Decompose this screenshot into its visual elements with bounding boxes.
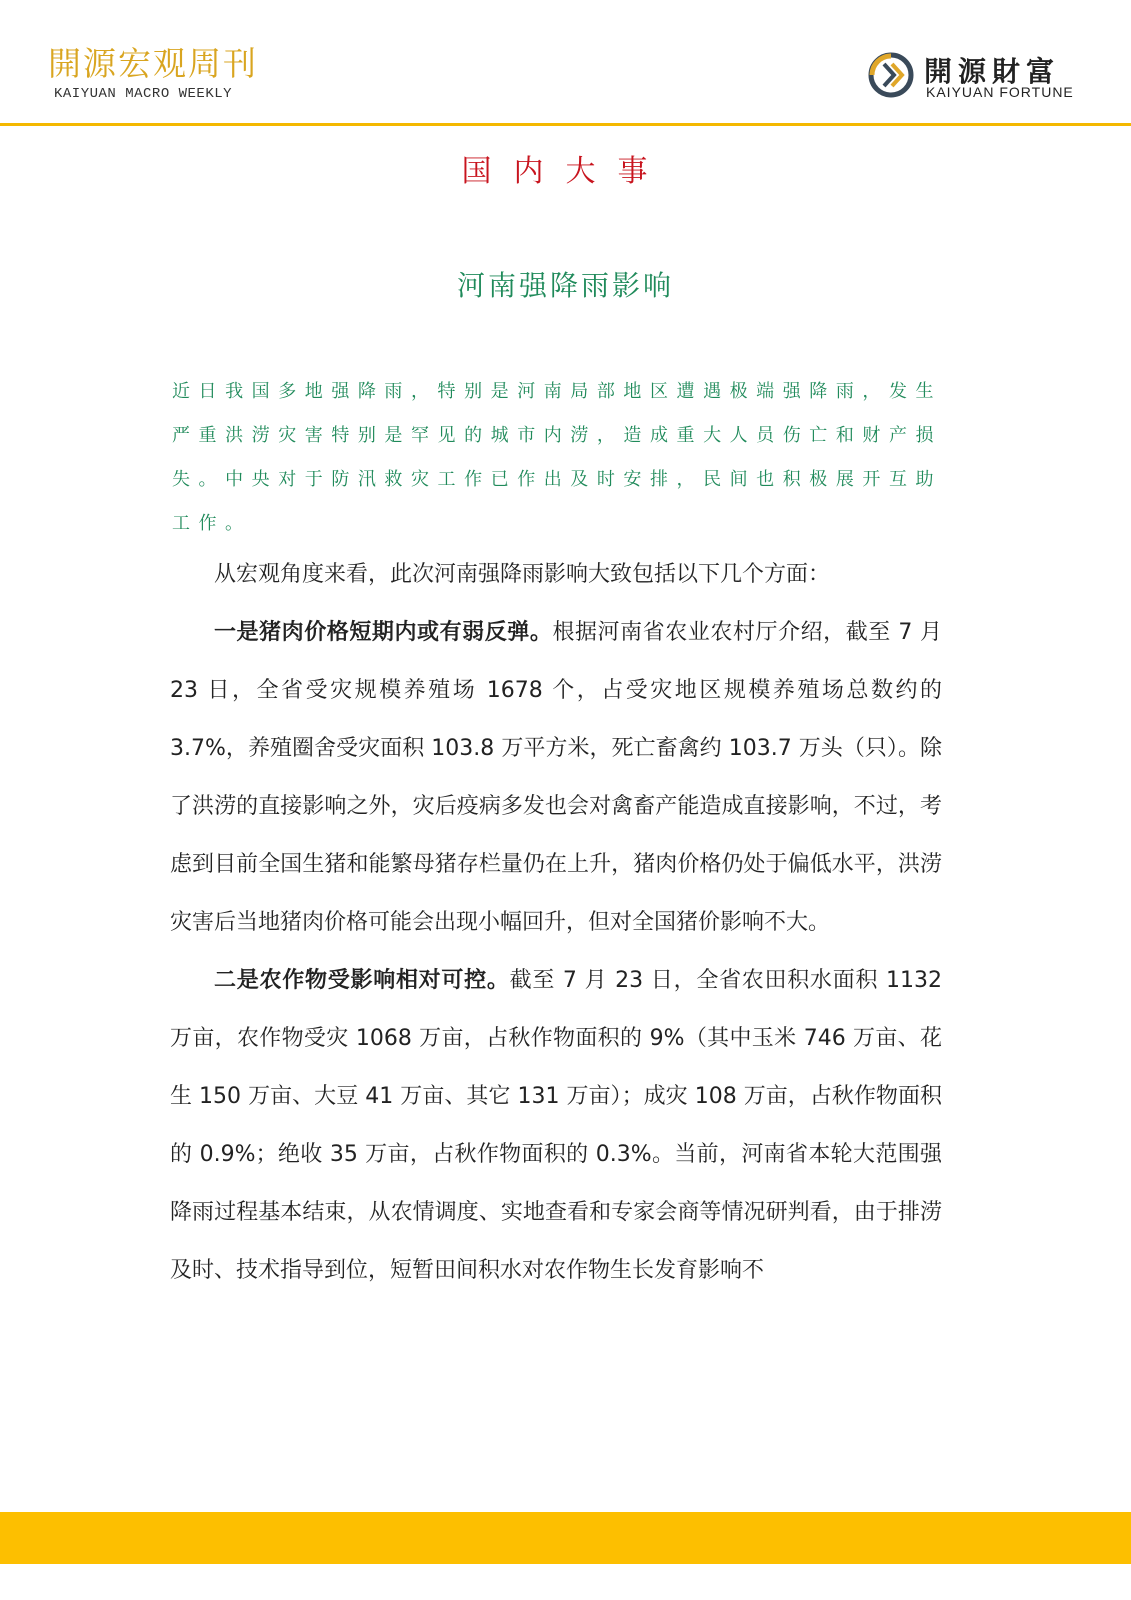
page-header: [0, 0, 1131, 125]
point-heading-1: 一是猪肉价格短期内或有弱反弹。: [214, 620, 553, 645]
article-body: [170, 546, 942, 1300]
point-paragraph-1: [170, 604, 942, 952]
article-summary: 近日我国多地强降雨，特别是河南局部地区遭遇极端强降雨，发生严重洪涝灾害特别是罕见的城市内涝，造成重大人员伤亡和财产损失。中央对于防汛救灾工作已作出及时安排，民间也积极展开互助工作。: [172, 381, 942, 534]
logo-mark-icon: [866, 50, 916, 100]
point-text-1: 根据河南省农业农村厅介绍，截至 7 月 23 日，全省受灾规模养殖场 1678 个，占受灾地区规模养殖场总数约的 3.7%，养殖圈舍受灾面积 103.8 万平方米，死亡畜禽约 103.7 万头（只）。除了洪涝的直接影响之外，灾后疫病多发也会对禽畜产能造成直接影响，不过，考虑到目前全国生猪和能繁母猪存栏量仍在上升，猪肉价格仍处于偏低水平，洪涝灾害后当地猪肉价格可能会出现小幅回升，但对全国猪价影响不大。: [170, 620, 942, 935]
footer-bar: [0, 1512, 1131, 1564]
brand-title: 開源宏观周刊: [48, 44, 258, 83]
intro-paragraph: 从宏观角度来看，此次河南强降雨影响大致包括以下几个方面：: [214, 562, 831, 587]
brand-subtitle: KAIYUAN MACRO WEEKLY: [54, 86, 233, 102]
company-logo: [866, 50, 1086, 106]
point-heading-2: 二是农作物受影响相对可控。: [214, 968, 510, 993]
logo-text-en: KAIYUAN FORTUNE: [926, 84, 1074, 100]
point-text-2: 截至 7 月 23 日，全省农田积水面积 1132 万亩，农作物受灾 1068 万亩，占秋作物面积的 9%（其中玉米 746 万亩、花生 150 万亩、大豆 41 万亩、其它 131 万亩）；成灾 108 万亩，占秋作物面积的 0.9%；绝收 35 万亩，占秋作物面积的 0.3%。当前，河南省本轮大范围强降雨过程基本结束，从农情调度、实地查看和专家会商等情况研判看，由于排涝及时、技术指导到位，短暂田间积水对农作物生长发育影响不: [170, 968, 942, 1283]
article-title: 河南强降雨影响: [456, 269, 674, 302]
logo-text-cn: 開源財富: [924, 55, 1061, 88]
point-paragraph-2: [170, 952, 942, 1300]
header-divider: [0, 123, 1131, 126]
section-title: 国内大事: [461, 154, 670, 189]
